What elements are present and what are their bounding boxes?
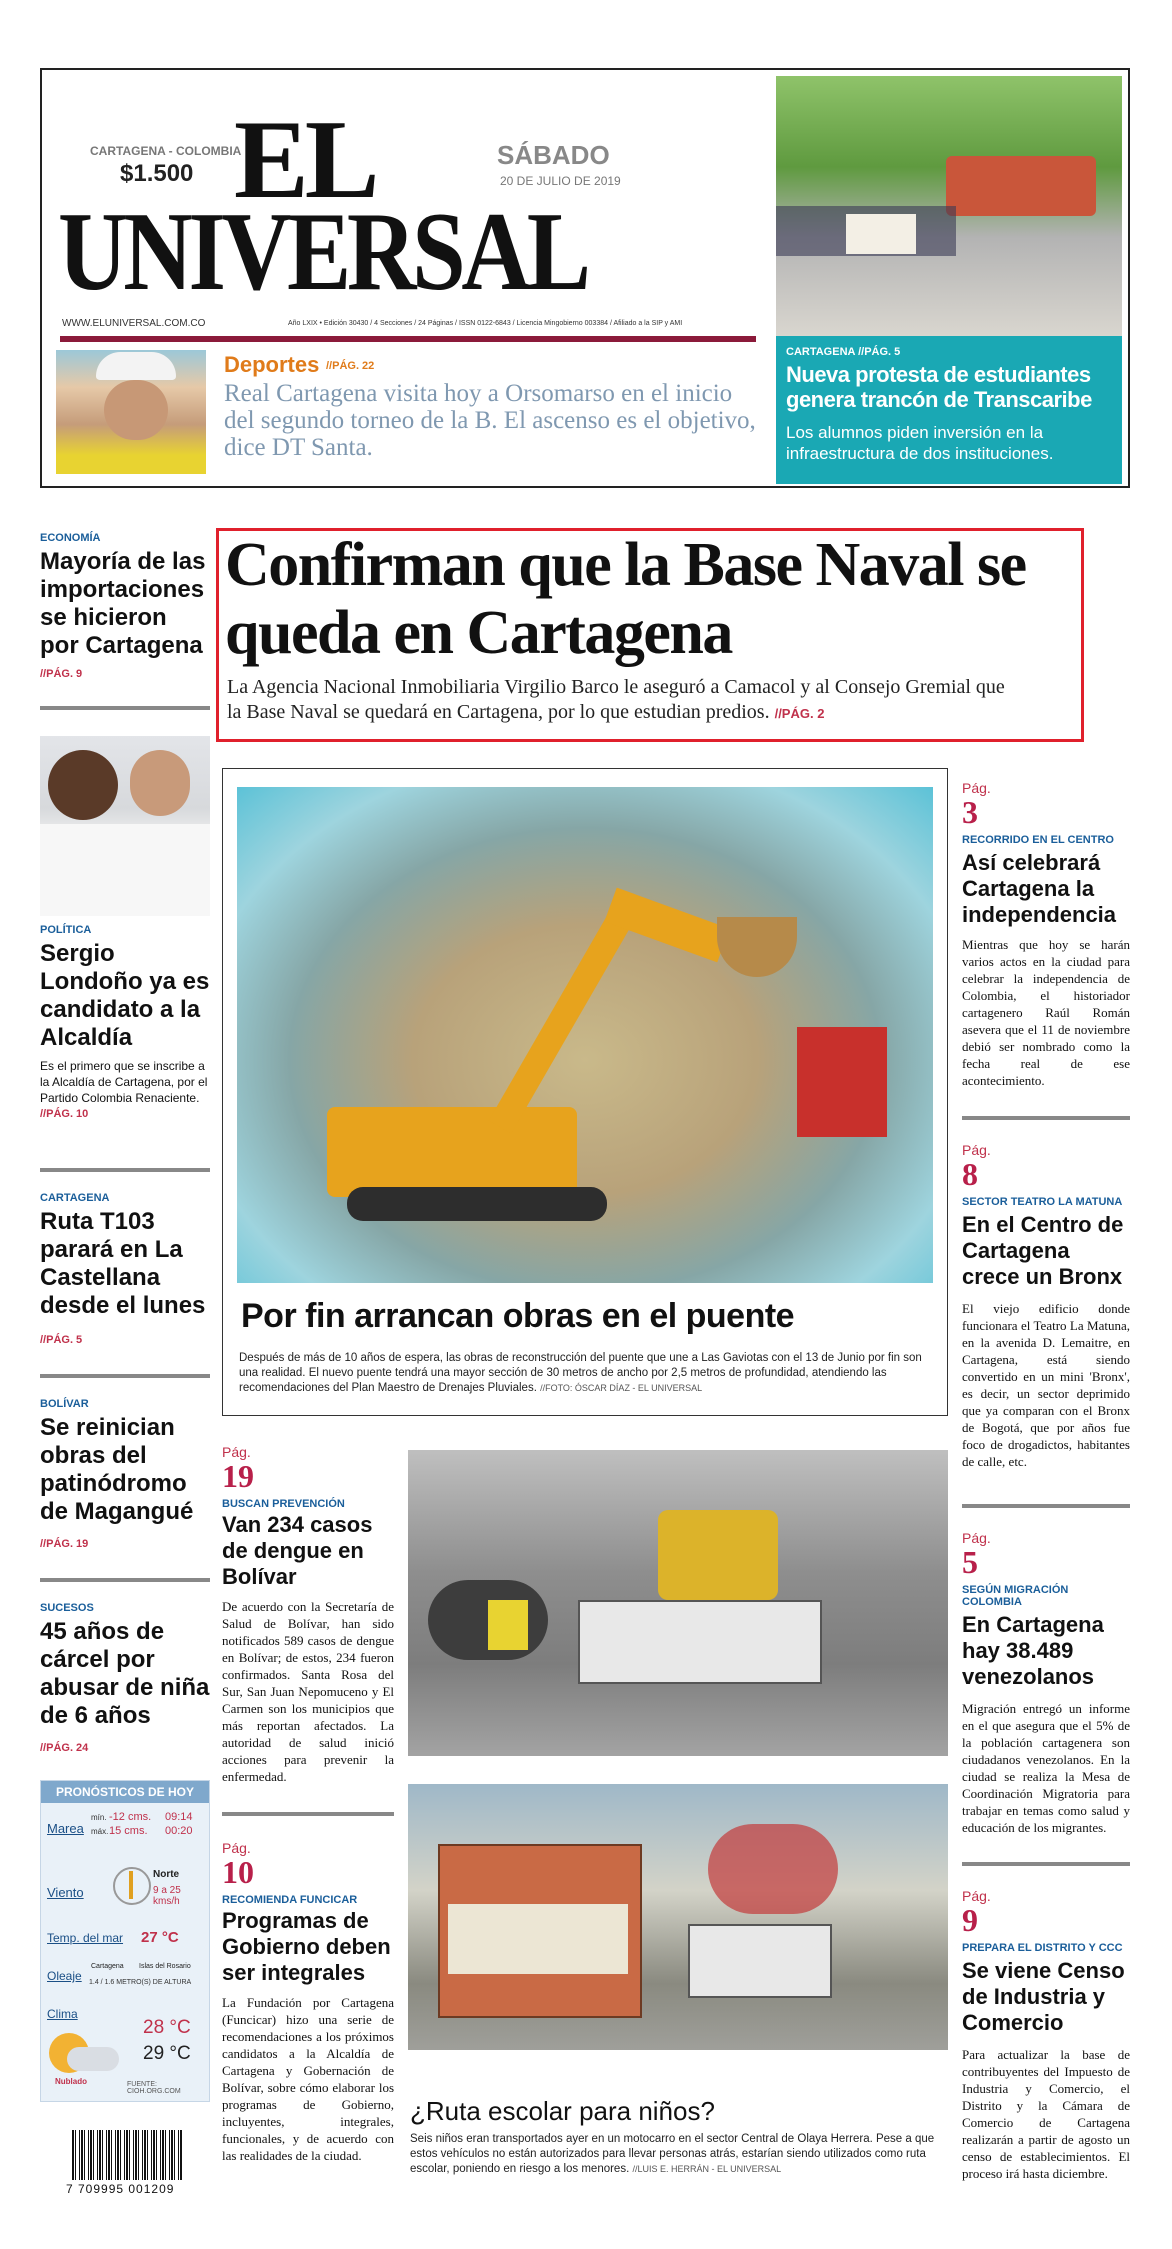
kicker: ECONOMÍA — [40, 532, 101, 544]
divider — [962, 1116, 1130, 1120]
shirts-shape — [40, 824, 210, 916]
right-story-2[interactable] — [962, 1142, 1130, 1470]
cloud-icon — [67, 2047, 119, 2071]
divider — [40, 1168, 210, 1172]
main-story[interactable] — [216, 528, 1084, 742]
page-ref: //PÁG. 19 — [40, 1538, 89, 1550]
main-page-ref: //PÁG. 2 — [774, 706, 825, 721]
top-right-kicker: CARTAGENA //PÁG. 5 — [786, 346, 901, 358]
body: El viejo edificio donde funcionara el Teatro La Matuna, en la avenida D. Lemaitre, en Cartagena, está siendo convertido en un mini 'Bronx', es decir, un sector deprimido que ya comparan con el Bronx de Bogotá, que por años fue foco de drogadictos, habitantes de calle, etc. — [962, 1301, 1130, 1469]
headline: Así celebrará Cartagena la independencia — [962, 850, 1117, 927]
logo-line1: EL — [234, 98, 376, 222]
motocarro-2 — [688, 1924, 832, 1998]
headline: Ruta T103 parará en La Castellana desde el lunes — [40, 1208, 206, 1319]
pag-label: Pág. — [962, 1530, 991, 1546]
right-story-4[interactable] — [962, 1888, 1130, 2182]
center-credit: //FOTO: ÓSCAR DÍAZ - EL UNIVERSAL — [540, 1383, 703, 1393]
headline: Se viene Censo de Industria y Comercio — [962, 1958, 1125, 2035]
excavator-photo — [237, 787, 933, 1283]
excavator-bucket — [717, 917, 797, 977]
center-caption-text: Después de más de 10 años de espera, las obras de reconstrucción del puente que une a Las Gaviotas con el 13 de Junio por fin son una realidad. El nuevo puente tendrá una mayor sección de 30 metros de ancho por 2,5 metros de profundidad, atendiendo las recomendaciones del Plan Maestro de Drenajes Pluviales. — [239, 1352, 922, 1394]
barcode-number: 7 709995 001209 — [66, 2182, 175, 2196]
masthead-rule — [60, 336, 756, 342]
right-story-3[interactable] — [962, 1530, 1130, 1836]
pag-label: Pág. — [962, 780, 991, 796]
divider — [222, 1812, 394, 1816]
left-story-2[interactable] — [40, 924, 210, 1120]
body: Migración entregó un informe en el que asegura que el 5% de la población cartagenera son ciudadanos venezolanos. En la ciudad se realiza la Mesa de Coordinación Migratoria para trabajar en temas como salud y educación de los migrantes. — [962, 1701, 1130, 1835]
kicker: SEGÚN MIGRACIÓN COLOMBIA — [962, 1584, 1069, 1608]
headline: En Cartagena hay 38.489 venezolanos — [962, 1612, 1104, 1689]
left-story-5[interactable] — [40, 1602, 210, 1754]
main-summary — [227, 675, 1007, 726]
kicker: RECOMIENDA FUNCICAR — [222, 1894, 358, 1906]
price: $1.500 — [120, 160, 194, 187]
viento-label: Viento — [47, 1885, 84, 1900]
temp-mar: 27 °C — [141, 1929, 179, 1946]
divider — [40, 1374, 210, 1378]
divider — [962, 1862, 1130, 1866]
excavator-boom — [604, 888, 729, 963]
headline: Mayoría de las importaciones se hicieron por Cartagena — [40, 548, 206, 659]
protest-sign — [846, 214, 916, 254]
motocarro-photo-2 — [408, 1784, 948, 2050]
kicker: BUSCAN PREVENCIÓN — [222, 1498, 345, 1510]
person1-head — [48, 750, 118, 820]
page-ref: //PÁG. 24 — [40, 1742, 89, 1754]
center-story[interactable] — [222, 768, 948, 1416]
left-story-4[interactable] — [40, 1398, 210, 1550]
weather-title: PRONÓSTICOS DE HOY — [41, 1781, 209, 1803]
pag-number: 10 — [222, 1854, 254, 1890]
oleaje-label: Oleaje — [47, 1969, 82, 1983]
divider — [962, 1504, 1130, 1508]
pag-number: 3 — [962, 794, 978, 830]
children-group — [658, 1510, 778, 1600]
headline: En el Centro de Cartagena crece un Bronx — [962, 1212, 1124, 1289]
weather-source: FUENTE: CIOH.ORG.COM — [127, 2081, 181, 2095]
edition-info: Año LXIX • Edición 30430 / 4 Secciones / 24 Páginas / ISSN 0122-6843 / Licencia Mingobierno 003384 / Afiliado a la SIP y AMI — [288, 320, 683, 327]
truck-front — [448, 1904, 628, 1974]
candidate-photo — [40, 736, 210, 916]
red-truck-shape — [797, 1027, 887, 1137]
photo-story-credit: //LUIS E. HERRÁN - EL UNIVERSAL — [632, 2164, 782, 2174]
oleaje-loc1: Cartagena — [91, 1963, 124, 1970]
protest-photo — [776, 76, 1122, 336]
child-yellow-shirt — [488, 1600, 528, 1650]
viento-dir: Norte — [153, 1869, 180, 1880]
marea-label: Marea — [47, 1821, 84, 1836]
day: SÁBADO — [497, 140, 610, 170]
page-ref: //PÁG. 5 — [40, 1334, 83, 1346]
right-story-1[interactable] — [962, 780, 1130, 1089]
center-caption — [239, 1351, 929, 1396]
deportes-headline[interactable]: Real Cartagena visita hoy a Orsomarso en el inicio del segundo torneo de la B. El ascenso es el objetivo, dice DT Santa. — [224, 380, 756, 461]
kicker: SECTOR TEATRO LA MATUNA — [962, 1196, 1123, 1208]
excavator-tracks — [347, 1187, 607, 1221]
center-headline: Por fin arrancan obras en el puente — [241, 1297, 795, 1335]
photo-story-headline[interactable]: ¿Ruta escolar para niños? — [410, 2096, 715, 2126]
headline: 45 años de cárcel por abusar de niña de 6 años — [40, 1618, 210, 1729]
top-right-summary: Los alumnos piden inversión en la infraestructura de dos instituciones. — [786, 423, 1054, 463]
divider — [40, 1578, 210, 1582]
oleaje-loc2: Islas del Rosario — [139, 1963, 191, 1970]
main-summary-text: La Agencia Nacional Inmobiliaria Virgilio Barco le aseguró a Camacol y al Consejo Gremial que la Base Naval se quedará en Cartagena, por lo que estudian predios. — [227, 676, 1005, 723]
summary: Es el primero que se inscribe a la Alcaldía de Cartagena, por el Partido Colombia Renaciente. — [40, 1059, 208, 1105]
clima-low: 29 °C — [143, 2043, 191, 2064]
kicker: RECORRIDO EN EL CENTRO — [962, 834, 1114, 846]
page-ref: //PÁG. 10 — [40, 1108, 89, 1120]
pag-number: 5 — [962, 1544, 978, 1580]
pag-label: Pág. — [222, 1444, 251, 1460]
kicker: BOLÍVAR — [40, 1398, 89, 1410]
motocarro-photo-1 — [408, 1450, 948, 1756]
deportes-page[interactable]: //PÁG. 22 — [326, 360, 375, 372]
bus-shape — [946, 156, 1096, 216]
headline: Sergio Londoño ya es candidato a la Alcaldía — [40, 940, 210, 1051]
compass-needle — [129, 1871, 133, 1899]
kicker: POLÍTICA — [40, 924, 92, 936]
kicker: SUCESOS — [40, 1602, 94, 1614]
weather-box — [40, 1780, 210, 2102]
excavator-body — [327, 1107, 577, 1197]
flower-tree — [708, 1824, 838, 1914]
top-right-story[interactable] — [776, 336, 1122, 484]
clima-high: 28 °C — [143, 2017, 191, 2038]
motocarro-bed — [578, 1600, 822, 1684]
compass-icon — [113, 1867, 151, 1905]
photo-story-caption — [410, 2132, 946, 2177]
marea-max: 15 cms. — [109, 1825, 148, 1837]
excavator-arm — [489, 904, 637, 1134]
marea-time2: 00:20 — [165, 1825, 193, 1837]
body: De acuerdo con la Secretaría de Salud de Bolívar, han sido notificados 589 casos de dengue en Bolívar; de estos, 234 fueron confirmados. Santa Rosa del Sur, San Juan Nepomuceno y El Carmen son los municipios que más reportan afectados. La autoridad de salud inició acciones para prevenir la enfermedad. — [222, 1599, 394, 1784]
date: 20 DE JULIO DE 2019 — [500, 174, 621, 188]
location: CARTAGENA - COLOMBIA — [90, 144, 242, 158]
cap-shape — [96, 352, 176, 380]
top-right-headline: Nueva protesta de estudiantes genera trancón de Transcaribe — [786, 362, 1092, 412]
pag-number: 9 — [962, 1902, 978, 1938]
headline: Se reinician obras del patinódromo de Magangué — [40, 1414, 194, 1525]
marea-min-label: mín. — [91, 1813, 107, 1822]
clima-label: Clima — [47, 2007, 78, 2021]
temp-mar-label: Temp. del mar — [47, 1931, 124, 1945]
mid-story-2[interactable] — [222, 1840, 394, 2164]
face-shape — [104, 380, 168, 440]
marea-min: -12 cms. — [109, 1811, 152, 1823]
mid-story-1[interactable] — [222, 1444, 394, 1785]
clima-desc: Nublado — [55, 2077, 87, 2086]
headline: Van 234 casos de dengue en Bolívar — [222, 1512, 373, 1589]
left-story-1[interactable] — [40, 532, 210, 680]
photo-story-caption-text: Seis niños eran transportados ayer en un motocarro en el sector Central de Olaya Herrera. Pese a que estos vehículos no están autorizados para llevar personas atrás, estarían siendo utilizados como ruta escolar, poniendo en riesgo a los menores. — [410, 2133, 935, 2175]
left-story-3[interactable] — [40, 1192, 210, 1346]
deportes-section: Deportes — [224, 352, 320, 377]
page-ref: //PÁG. 9 — [40, 668, 83, 680]
pag-number: 8 — [962, 1156, 978, 1192]
main-headline: Confirman que la Base Naval se queda en Cartagena — [225, 531, 1026, 667]
divider — [40, 706, 210, 710]
viento-speed: 9 a 25 kms/h — [153, 1885, 181, 1907]
kicker: PREPARA EL DISTRITO Y CCC — [962, 1942, 1123, 1954]
deportes-photo — [56, 350, 206, 474]
marea-time1: 09:14 — [165, 1811, 193, 1823]
body: La Fundación por Cartagena (Funcicar) hizo una serie de recomendaciones a los próximos candidatos a la Alcaldía de Cartagena y Gobernación de Bolívar, sobre cómo elaborar los programas de Gobierno, incluyentes, integrales, funcionales, y de acuerdo con las realidades de la ciudad. — [222, 1995, 394, 2163]
masthead — [40, 68, 1130, 488]
marea-max-label: máx. — [91, 1827, 109, 1836]
body: Mientras que hoy se harán varios actos en la ciudad para celebrar la independencia de Colombia, el historiador cartagenero Raúl Román asevera que el 11 de noviembre debió ser nombrado como la fecha real de ese acontecimiento. — [962, 937, 1130, 1088]
pag-label: Pág. — [962, 1888, 991, 1904]
barcode — [72, 2130, 182, 2180]
website[interactable]: WWW.ELUNIVERSAL.COM.CO — [62, 318, 206, 329]
pag-number: 19 — [222, 1458, 254, 1494]
oleaje-detail: 1.4 / 1.6 METRO(S) DE ALTURA — [89, 1979, 192, 1986]
headline: Programas de Gobierno deben ser integrales — [222, 1908, 391, 1985]
pag-label: Pág. — [962, 1142, 991, 1158]
logo-line2: UNIVERSAL — [58, 190, 587, 314]
body: Para actualizar la base de contribuyentes del Impuesto de Industria y Comercio, el Distrito y la Cámara de Comercio de Cartagena realizarán a partir de agosto un censo de establecimientos. El proceso irá hasta diciembre. — [962, 2047, 1130, 2181]
person2-head — [130, 750, 190, 816]
pag-label: Pág. — [222, 1840, 251, 1856]
kicker: CARTAGENA — [40, 1192, 110, 1204]
